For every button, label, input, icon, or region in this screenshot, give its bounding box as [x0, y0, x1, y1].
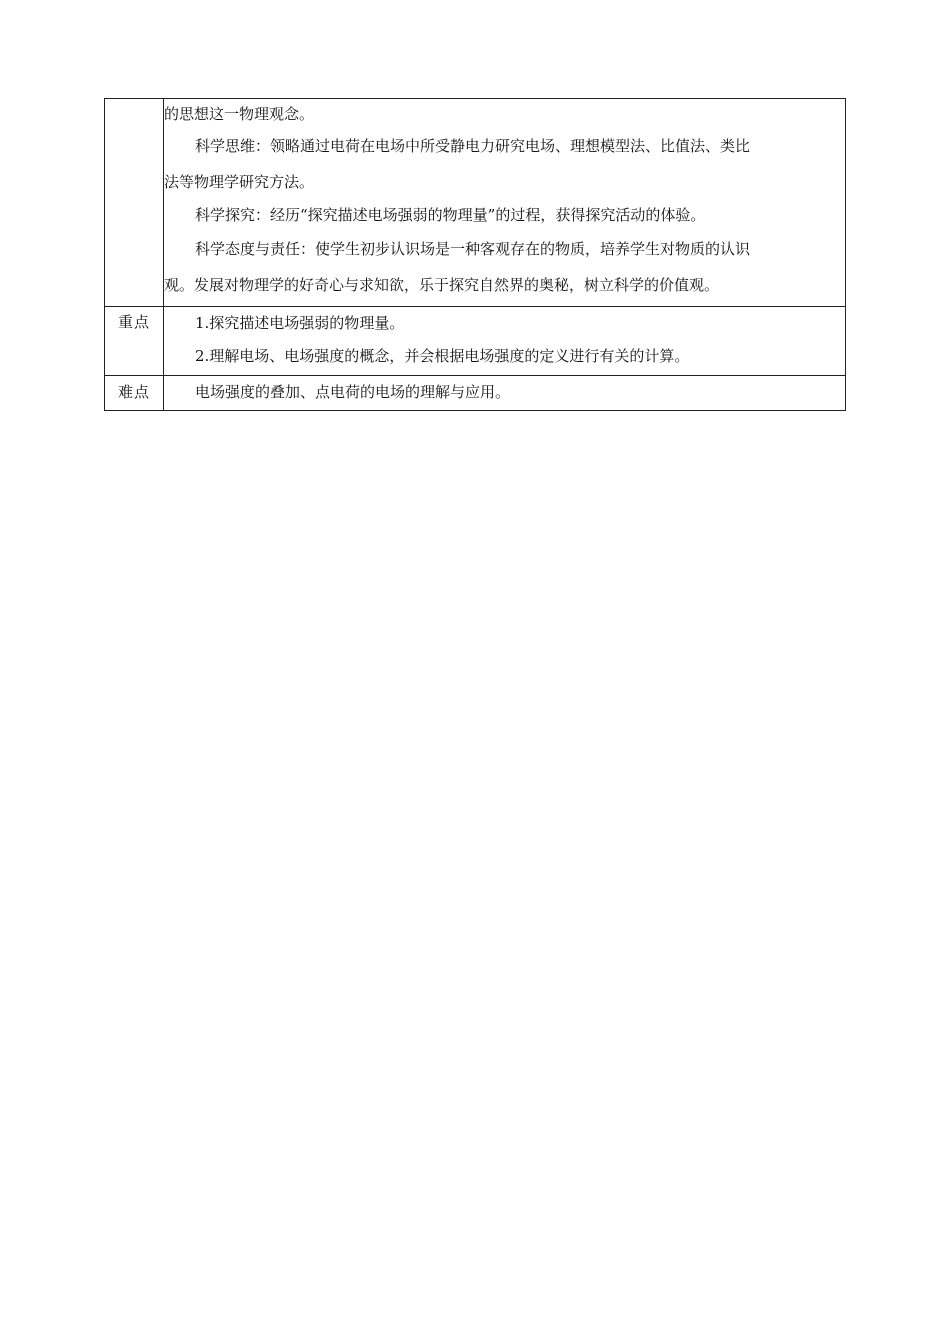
key-points-row [105, 307, 846, 376]
objectives-line-4: 科学探究：经历“探究描述电场强弱的物理量”的过程，获得探究活动的体验。 [195, 206, 706, 224]
objectives-row [105, 99, 846, 307]
difficulty-item: 电场强度的叠加、点电荷的电场的理解与应用。 [195, 383, 511, 401]
difficulties-label: 难点 [105, 376, 164, 411]
objectives-line-5: 科学态度与责任：使学生初步认识场是一种客观存在的物质，培养学生对物质的认识 [195, 240, 751, 258]
difficulties-content [164, 376, 846, 411]
objectives-content [164, 99, 846, 307]
objectives-label [105, 99, 164, 307]
key-point-item: 1.探究描述电场强弱的物理量。 [195, 314, 405, 332]
objectives-line-1: 的思想这一物理观念。 [164, 105, 315, 123]
key-point-item: 2.理解电场、电场强度的概念，并会根据电场强度的定义进行有关的计算。 [195, 347, 690, 365]
objectives-line-2: 科学思维：领略通过电荷在电场中所受静电力研究电场、理想模型法、比值法、类比 [195, 137, 751, 155]
key-points-label: 重点 [105, 307, 164, 376]
key-points-content [164, 307, 846, 376]
objectives-line-6: 观。发展对物理学的好奇心与求知欲，乐于探究自然界的奥秘，树立科学的价值观。 [164, 276, 720, 294]
difficulties-row [105, 376, 846, 411]
objectives-line-3: 法等物理学研究方法。 [164, 173, 315, 191]
lesson-plan-table [104, 98, 846, 411]
